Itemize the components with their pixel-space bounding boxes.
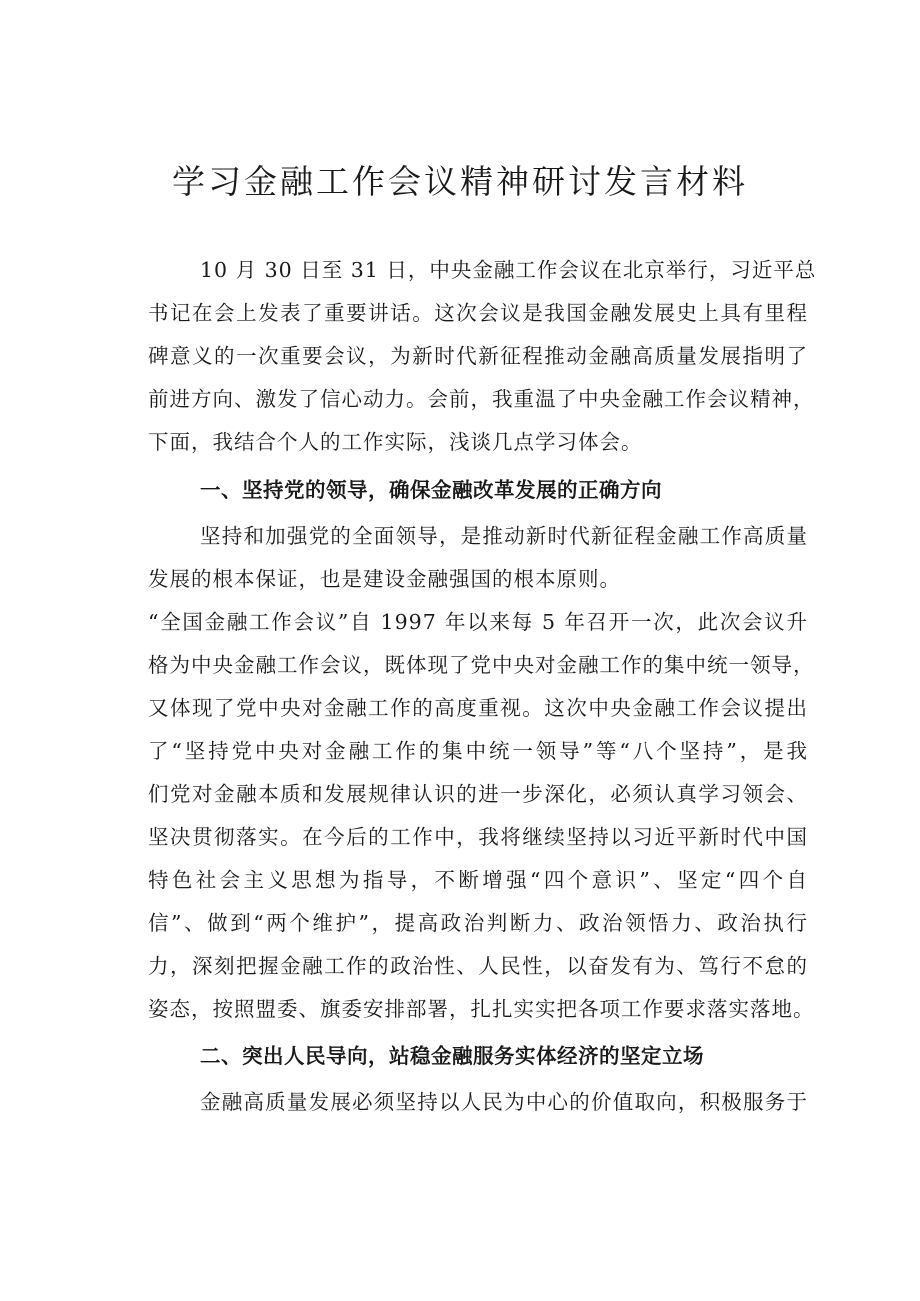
section1-para2-line: 信”、做到“两个维护”，提高政治判断力、政治领悟力、政治执行 (148, 911, 808, 935)
section1-para2-line: 坚决贯彻落实。在今后的工作中，我将继续坚持以习近平新时代中国 (148, 825, 808, 849)
section1-para1-line: 坚持和加强党的全面领导，是推动新时代新征程金融工作高质量 (200, 524, 808, 548)
section1-para2-line: 们党对金融本质和发展规律认识的进一步深化，必须认真学习领会、 (148, 782, 808, 806)
section1-para2-line: 姿态，按照盟委、旗委安排部署，扎扎实实把各项工作要求落实落地。 (148, 997, 815, 1021)
section1-para1-line: 发展的根本保证，也是建设金融强国的根本原则。 (148, 567, 621, 591)
section-heading-1: 一、坚持党的领导，确保金融改革发展的正确方向 (200, 478, 662, 502)
intro-line: 碑意义的一次重要会议，为新时代新征程推动金融高质量发展指明了 (148, 344, 808, 368)
intro-line: 前进方向、激发了信心动力。会前，我重温了中央金融工作会议精神， (148, 387, 815, 411)
section-heading-2: 二、突出人民导向，站稳金融服务实体经济的坚定立场 (200, 1044, 704, 1068)
section1-para2-line: 又体现了党中央对金融工作的高度重视。这次中央金融工作会议提出 (148, 696, 808, 720)
section1-para2-line: 格为中央金融工作会议，既体现了党中央对金融工作的集中统一领导， (148, 653, 815, 677)
section1-para2-line: “全国金融工作会议”自 1997 年以来每 5 年召开一次，此次会议升 (148, 610, 808, 634)
intro-line: 书记在会上发表了重要讲话。这次会议是我国金融发展史上具有里程 (148, 301, 808, 325)
section1-para2-line: 了“坚持党中央对金融工作的集中统一领导”等“八个坚持”，是我 (148, 739, 808, 763)
intro-line: 10 月 30 日至 31 日，中央金融工作会议在北京举行，习近平总 (200, 258, 817, 282)
section2-para1-line: 金融高质量发展必须坚持以人民为中心的价值取向，积极服务于 (200, 1090, 808, 1114)
section1-para2-line: 特色社会主义思想为指导，不断增强“四个意识”、坚定“四个自 (148, 868, 808, 892)
document-title: 学习金融工作会议精神研讨发言材料 (172, 162, 748, 201)
section1-para2-line: 力，深刻把握金融工作的政治性、人民性，以奋发有为、笃行不怠的 (148, 954, 808, 978)
intro-line: 下面，我结合个人的工作实际，浅谈几点学习体会。 (148, 430, 643, 454)
